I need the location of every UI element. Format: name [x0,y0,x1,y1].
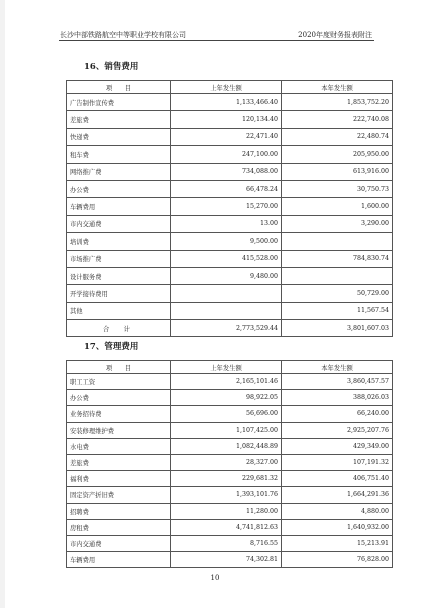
row-current-amount: 1,664,291.36 [282,487,393,503]
row-item-name: 招聘费 [67,503,171,519]
selling-expenses-title: 16、销售费用 [84,62,139,72]
row-item-name: 业务招待费 [67,406,171,422]
row-prior-amount: 247,100.00 [171,146,282,163]
row-item-name: 办公费 [67,390,171,406]
row-item-name: 其他 [67,302,171,319]
row-prior-amount: 13.00 [171,215,282,232]
selling-expenses-table [66,80,393,337]
row-item-name: 广告制作宣传费 [67,94,171,111]
table-row [67,471,393,487]
column-header-prior: 上年发生额 [171,361,282,374]
table-row [67,454,393,470]
row-prior-amount: 1,082,448.89 [171,438,282,454]
report-title: 2020年度财务报表附注 [298,31,372,39]
row-prior-amount: 98,922.05 [171,390,282,406]
row-item-name: 市内交通费 [67,535,171,551]
row-prior-amount: 2,165,101.46 [171,374,282,390]
row-item-name: 水电费 [67,438,171,454]
row-prior-amount: 56,696.00 [171,406,282,422]
row-current-amount: 784,830.74 [282,250,393,267]
row-current-amount: 76,828.00 [282,552,393,568]
row-item-name: 固定资产折旧费 [67,487,171,503]
column-header-current: 本年发生额 [282,81,393,94]
row-prior-amount: 22,471.40 [171,128,282,145]
row-item-name: 网络推广费 [67,163,171,180]
row-current-amount: 15,213.91 [282,535,393,551]
row-prior-amount [171,302,282,319]
row-current-amount: 205,950.00 [282,146,393,163]
row-prior-amount: 1,393,101.76 [171,487,282,503]
row-current-amount: 107,191.32 [282,454,393,470]
table-row [67,302,393,319]
row-current-amount: 613,916.00 [282,163,393,180]
row-item-name: 福利费 [67,471,171,487]
table-row [67,503,393,519]
row-item-name: 合 计 [67,320,171,337]
row-item-name: 设计服务费 [67,267,171,284]
table-row [67,390,393,406]
row-item-name: 车辆费用 [67,198,171,215]
table-row [67,163,393,180]
row-current-amount: 3,860,457.57 [282,374,393,390]
row-current-amount: 4,880.00 [282,503,393,519]
row-current-amount: 1,640,932.00 [282,519,393,535]
admin-expenses-title: 17、管理费用 [84,342,139,352]
row-current-amount: 406,751.40 [282,471,393,487]
row-item-name: 安装修理维护费 [67,422,171,438]
page-number: 10 [210,574,220,582]
row-prior-amount [171,285,282,302]
row-prior-amount: 9,480.00 [171,267,282,284]
row-current-amount: 3,801,607.03 [282,320,393,337]
table-row [67,215,393,232]
row-current-amount: 222,740.08 [282,111,393,128]
row-current-amount [282,267,393,284]
row-item-name: 差旅费 [67,111,171,128]
row-prior-amount: 74,302.81 [171,552,282,568]
table-row [67,250,393,267]
table-row [67,438,393,454]
row-prior-amount: 15,270.00 [171,198,282,215]
row-current-amount: 30,750.73 [282,180,393,197]
table-header-row [67,361,393,374]
row-current-amount: 2,925,207.76 [282,422,393,438]
column-header-item: 项 目 [67,81,171,94]
row-prior-amount: 9,500.00 [171,233,282,250]
table-header-row [67,81,393,94]
row-item-name: 开学接待费用 [67,285,171,302]
row-prior-amount: 66,478.24 [171,180,282,197]
header-rule [59,40,374,41]
table-row [67,406,393,422]
table-row [67,552,393,568]
column-header-item: 项 目 [67,361,171,374]
row-prior-amount: 734,088.00 [171,163,282,180]
row-current-amount: 11,567.54 [282,302,393,319]
table-row [67,111,393,128]
table-row [67,267,393,284]
row-item-name: 市内交通费 [67,215,171,232]
row-prior-amount: 120,134.40 [171,111,282,128]
table-row [67,487,393,503]
table-row [67,128,393,145]
table-row [67,519,393,535]
total-row [67,320,393,337]
table-row [67,422,393,438]
row-prior-amount: 2,773,529.44 [171,320,282,337]
row-item-name: 租车费 [67,146,171,163]
row-item-name: 差旅费 [67,454,171,470]
row-prior-amount: 415,528.00 [171,250,282,267]
row-item-name: 快递费 [67,128,171,145]
row-current-amount: 3,290.00 [282,215,393,232]
row-prior-amount: 1,133,466.40 [171,94,282,111]
table-row [67,285,393,302]
row-prior-amount: 11,280.00 [171,503,282,519]
table-row [67,146,393,163]
row-current-amount: 50,729.00 [282,285,393,302]
table-row [67,198,393,215]
row-prior-amount: 229,681.32 [171,471,282,487]
row-item-name: 培训费 [67,233,171,250]
table-row [67,535,393,551]
scan-edge [0,0,5,608]
row-prior-amount: 8,716.55 [171,535,282,551]
row-item-name: 办公费 [67,180,171,197]
row-item-name: 房租费 [67,519,171,535]
row-prior-amount: 1,107,425.00 [171,422,282,438]
row-current-amount: 66,240.00 [282,406,393,422]
row-current-amount [282,233,393,250]
table-row [67,94,393,111]
table-row [67,233,393,250]
row-current-amount: 1,853,752.20 [282,94,393,111]
table-row [67,180,393,197]
row-item-name: 市场推广费 [67,250,171,267]
company-name: 长沙中部铁路航空中等职业学校有限公司 [60,31,186,39]
row-current-amount: 429,349.00 [282,438,393,454]
row-prior-amount: 4,741,812.63 [171,519,282,535]
column-header-current: 本年发生额 [282,361,393,374]
row-item-name: 职工工资 [67,374,171,390]
row-current-amount: 1,600.00 [282,198,393,215]
row-prior-amount: 28,327.00 [171,454,282,470]
table-row [67,374,393,390]
column-header-prior: 上年发生额 [171,81,282,94]
row-current-amount: 388,026.03 [282,390,393,406]
row-current-amount: 22,480.74 [282,128,393,145]
admin-expenses-table [66,360,393,568]
row-item-name: 车辆费用 [67,552,171,568]
